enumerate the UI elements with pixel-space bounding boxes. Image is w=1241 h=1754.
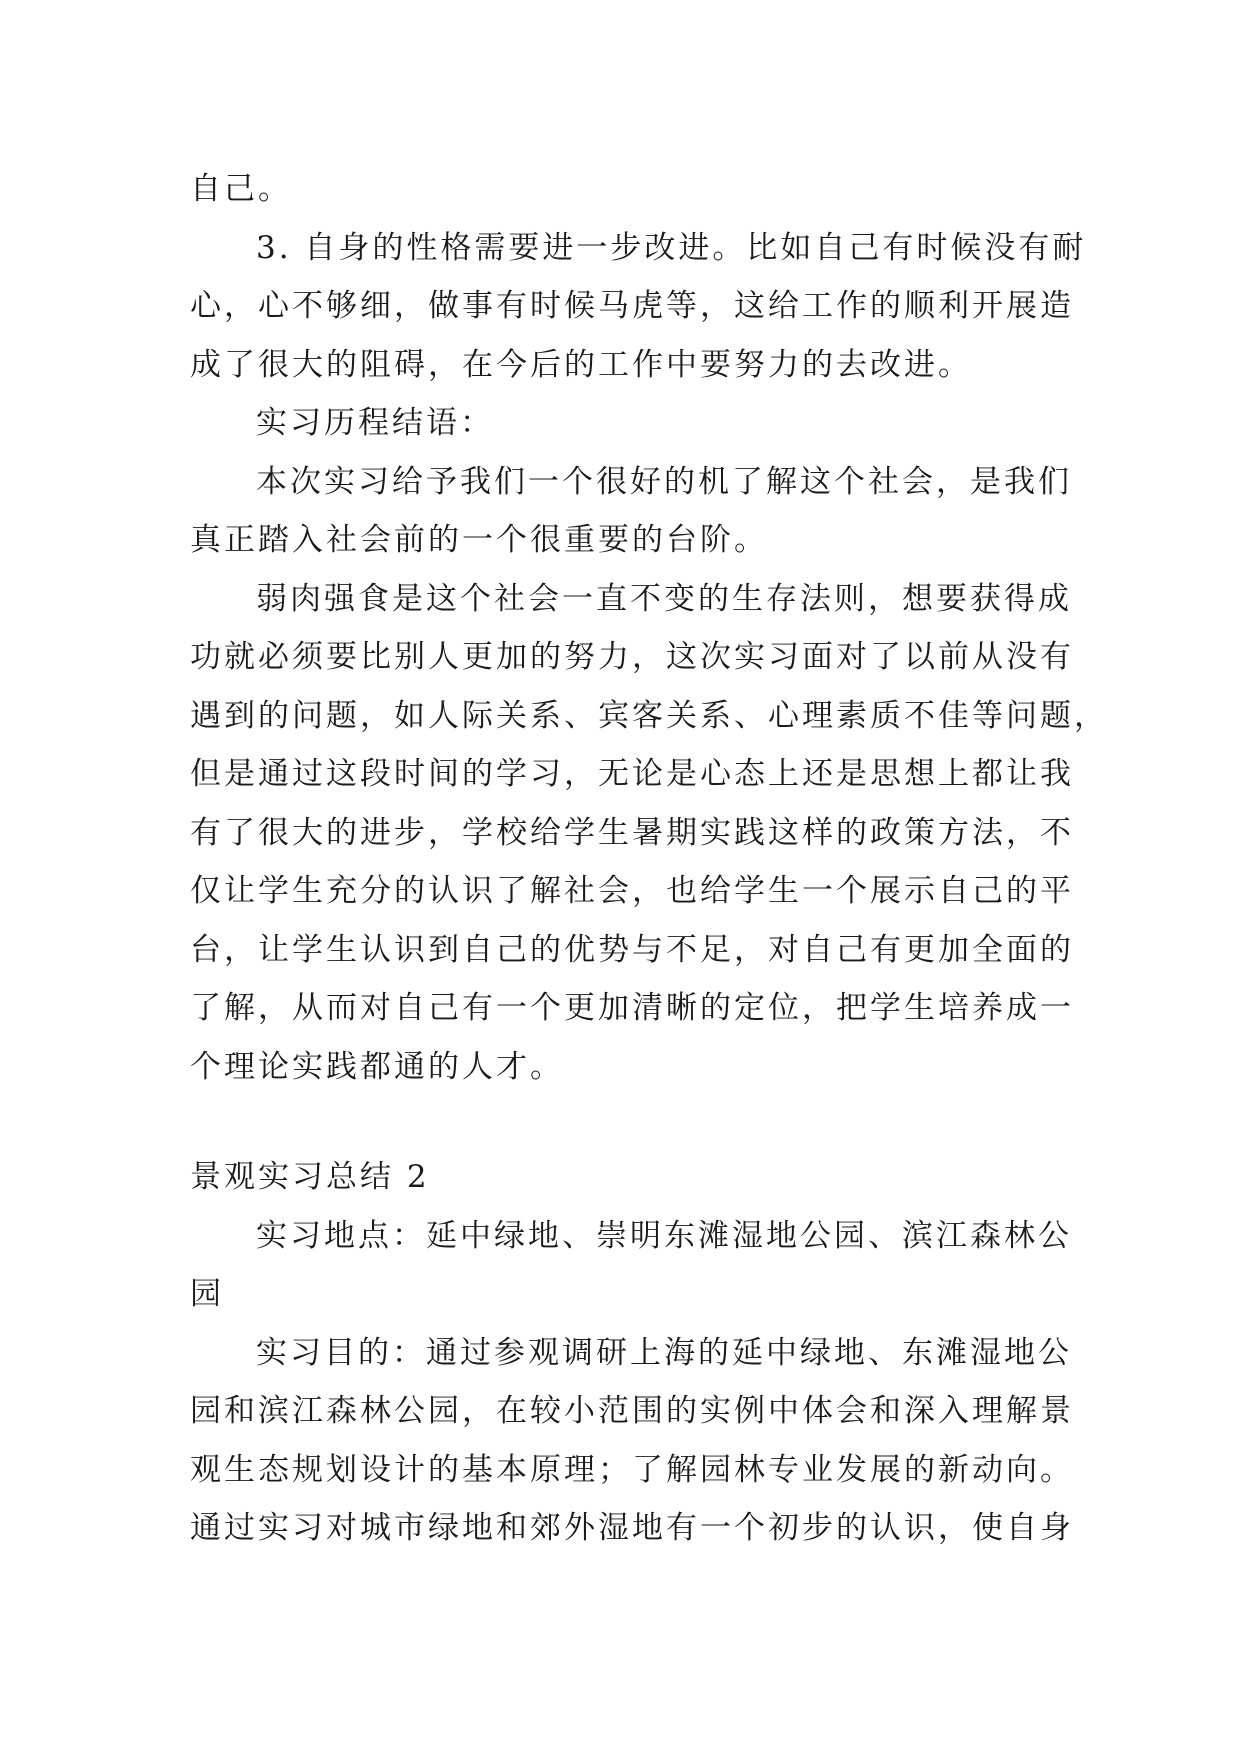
paragraph-line: 园: [190, 1276, 224, 1312]
paragraph-line: 观生态规划设计的基本原理；了解园林专业发展的新动向。: [190, 1451, 1074, 1488]
section-1-body: [190, 160, 1108, 1096]
paragraph-line: 仅让学生充分的认识了解社会，也给学生一个展示自己的平: [190, 873, 1074, 909]
paragraph-line: 了解，从而对自己有一个更加清晰的定位，把学生培养成一: [190, 990, 1074, 1026]
paragraph-line: 园和滨江森林公园，在较小范围的实例中体会和深入理解景: [190, 1393, 1074, 1429]
paragraph-line: 遇到的问题，如人际关系、宾客关系、心理素质不佳等问题，: [190, 697, 1108, 734]
paragraph-line: 本次实习给予我们一个很好的机了解这个社会，是我们: [256, 463, 1072, 500]
paragraph-line: 但是通过这段时间的学习，无论是心态上还是思想上都让我: [190, 756, 1074, 792]
paragraph-line: 通过实习对城市绿地和郊外湿地有一个初步的认识，使自身: [190, 1510, 1074, 1546]
paragraph-line: 功就必须要比别人更加的努力，这次实习面对了以前从没有: [190, 639, 1074, 675]
paragraph-line: 弱肉强食是这个社会一直不变的生存法则，想要获得成: [256, 580, 1072, 617]
paragraph-line: 成了很大的阻碍，在今后的工作中要努力的去改进。: [190, 346, 972, 383]
paragraph-line: 心，心不够细，做事有时候马虎等，这给工作的顺利开展造: [190, 288, 1074, 324]
section-2: [190, 1148, 1074, 1558]
paragraph-line: 自己。: [190, 171, 292, 207]
paragraph-line: 台，让学生认识到自己的优势与不足，对自己有更加全面的: [190, 931, 1074, 968]
paragraph-line: 实习地点：延中绿地、崇明东滩湿地公园、滨江森林公: [256, 1217, 1072, 1254]
paragraph-line: 有了很大的进步，学校给学生暑期实践这样的政策方法，不: [190, 814, 1074, 851]
paragraph-line: 实习历程结语：: [256, 405, 494, 441]
paragraph-line: 实习目的：通过参观调研上海的延中绿地、东滩湿地公: [256, 1334, 1072, 1371]
paragraph-line: 3. 自身的性格需要进一步改进。比如自己有时候没有耐: [256, 229, 1087, 266]
section-title: 景观实习总结 2: [190, 1159, 430, 1195]
paragraph-line: 个理论实践都通的人才。: [190, 1048, 564, 1085]
paragraph-line: 真正踏入社会前的一个很重要的台阶。: [190, 522, 768, 558]
